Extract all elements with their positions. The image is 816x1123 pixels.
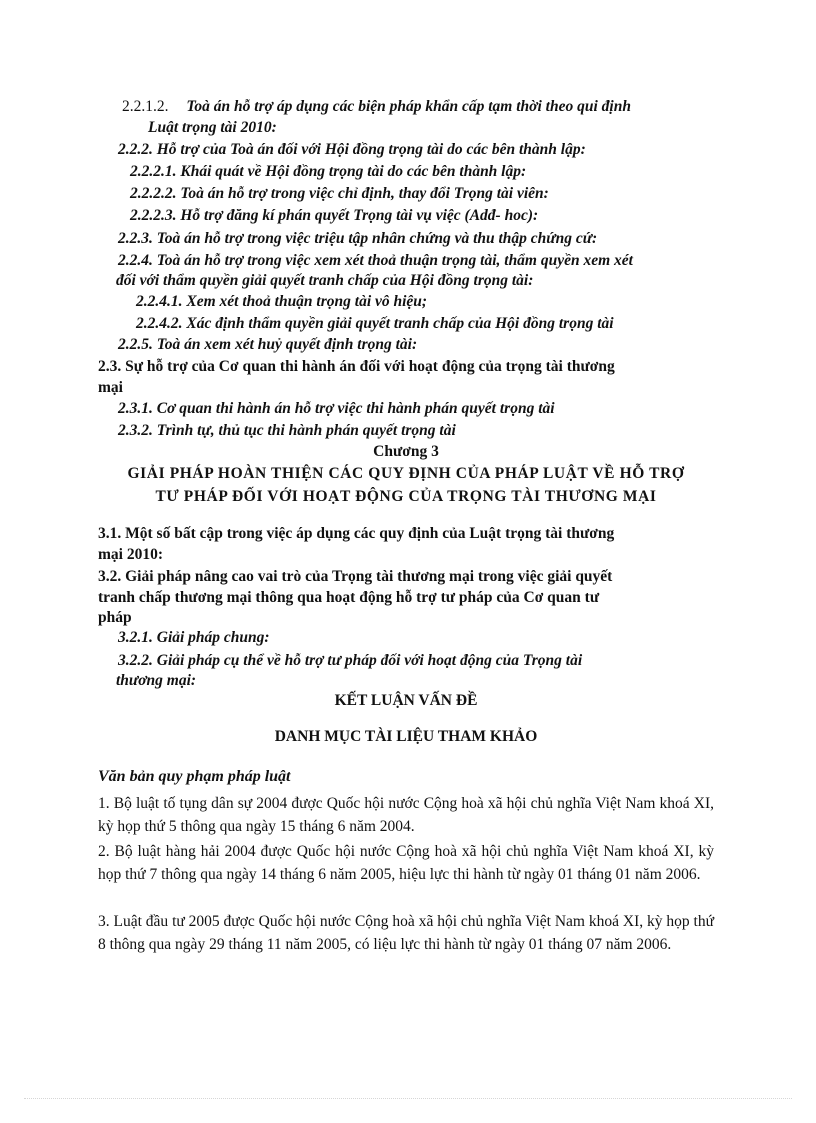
toc-item-2-2-2-3: 2.2.2.3. Hỗ trợ đăng kí phán quyết Trọng tài vụ việc (Adđ- hoc): [130,207,539,224]
reference-item-1: 1. Bộ luật tố tụng dân sự 2004 được Quốc hội nước Cộng hoà xã hội chủ nghĩa Việt Nam khoá XI, kỳ họp thứ 5 thông qua ngày 15 tháng 6 năm 2004. [98,795,714,835]
toc-item-2-2-5: 2.2.5. Toà án xem xét huỷ quyết định trọng tài: [118,336,418,353]
conclusion-heading: KẾT LUẬN VẤN ĐỀ [334,692,478,709]
toc-item-3-2: 3.2. Giải pháp nâng cao vai trò của Trọng tài thương mại trong việc giải quyết [98,568,613,585]
chapter-title-line-2: TƯ PHÁP ĐỐI VỚI HOẠT ĐỘNG CỦA TRỌNG TÀI THƯƠNG MẠI [155,488,657,505]
toc-text: Toà án hỗ trợ áp dụng các biện pháp khẩn cấp tạm thời theo qui định [186,98,631,115]
toc-item-2-3: 2.3. Sự hỗ trợ của Cơ quan thi hành án đối với hoạt động của trọng tài thương [98,358,615,375]
toc-item-2-2-3: 2.2.3. Toà án hỗ trợ trong việc triệu tập nhân chứng và thu thập chứng cứ: [118,230,598,247]
toc-number: 2.2.1.2. [122,98,169,115]
references-title: DANH MỤC TÀI LIỆU THAM KHẢO [274,728,538,745]
toc-item-2-3-2: 2.3.2. Trình tự, thủ tục thi hành phán quyết trọng tài [118,422,456,439]
toc-item-3-1: 3.1. Một số bất cập trong việc áp dụng các quy định của Luật trọng tài thương [98,525,615,542]
toc-item-2-2-4-cont: đối với thẩm quyền giải quyết tranh chấp của Hội đồng trọng tài: [116,272,534,289]
toc-item-3-1-cont: mại 2010: [98,546,164,563]
toc-item-3-2-1: 3.2.1. Giải pháp chung: [118,629,270,646]
chapter-title-line-1: GIẢI PHÁP HOÀN THIỆN CÁC QUY ĐỊNH CỦA PHÁP LUẬT VỀ HỖ TRỢ [127,465,685,482]
legal-docs-heading: Văn bản quy phạm pháp luật [98,768,291,785]
toc-item-3-2-cont2: pháp [98,609,132,626]
toc-item-2-2-2-1: 2.2.2.1. Khái quát về Hội đồng trọng tài do các bên thành lập: [130,163,527,180]
reference-item-2: 2. Bộ luật hàng hải 2004 được Quốc hội nước Cộng hoà xã hội chủ nghĩa Việt Nam khoá XI, kỳ họp thứ 7 thông qua ngày 14 tháng 6 năm 2005, hiệu lực thi hành từ ngày 01 tháng 01 năm 2006. [98,843,714,883]
toc-item-2-2-4-1: 2.2.4.1. Xem xét thoả thuận trọng tài vô hiệu; [136,293,428,310]
page-bottom-rule [24,1098,792,1099]
toc-item-2-2-1-2-cont: Luật trọng tài 2010: [148,119,277,136]
reference-item-3: 3. Luật đầu tư 2005 được Quốc hội nước Cộng hoà xã hội chủ nghĩa Việt Nam khoá XI, kỳ họp thứ 8 thông qua ngày 29 tháng 11 năm 2005, có liệu lực thi hành từ ngày 01 tháng 07 năm 2006. [98,913,714,953]
toc-item-2-2-4: 2.2.4. Toà án hỗ trợ trong việc xem xét thoả thuận trọng tài, thẩm quyền xem xét [118,252,633,269]
toc-item-2-3-cont: mại [98,379,123,396]
toc-item-2-2-1-2 [122,96,631,118]
toc-item-3-2-2-cont: thương mại: [116,672,197,689]
toc-item-2-2-2-2: 2.2.2.2. Toà án hỗ trợ trong việc chỉ định, thay đổi Trọng tài viên: [130,185,549,202]
toc-item-2-2-4-2: 2.2.4.2. Xác định thẩm quyền giải quyết tranh chấp của Hội đồng trọng tài [136,315,614,332]
toc-item-3-2-cont1: tranh chấp thương mại thông qua hoạt động hỗ trợ tư pháp của Cơ quan tư [98,589,600,606]
chapter-heading: Chương 3 [373,443,439,460]
toc-item-2-2-2: 2.2.2. Hỗ trợ của Toà án đối với Hội đồng trọng tài do các bên thành lập: [118,141,586,158]
toc-item-3-2-2: 3.2.2. Giải pháp cụ thể về hỗ trợ tư pháp đối với hoạt động của Trọng tài [118,652,583,669]
toc-item-2-3-1: 2.3.1. Cơ quan thi hành án hỗ trợ việc thi hành phán quyết trọng tài [118,400,555,417]
